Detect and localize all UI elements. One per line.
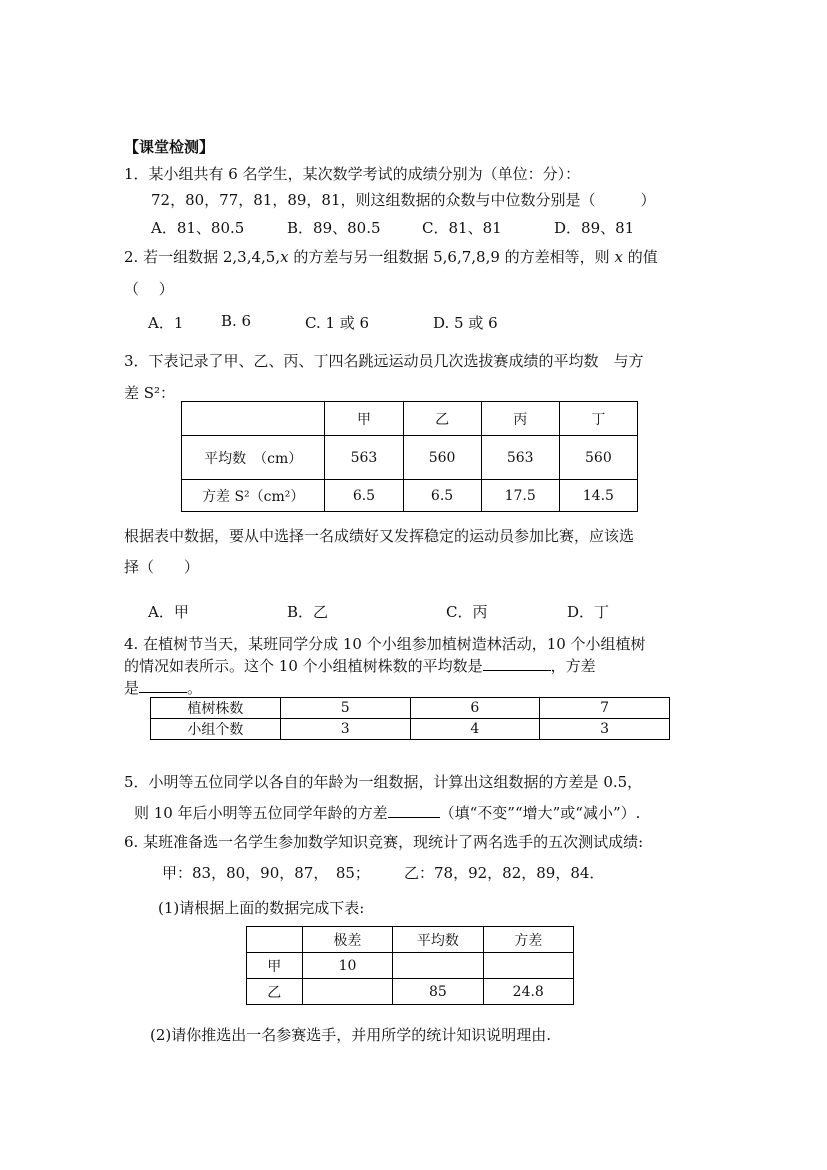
q3-th-ding: 丁 <box>559 402 637 436</box>
q4-line2b: ，方差 <box>550 657 596 675</box>
q5-line2 <box>134 802 640 823</box>
q3-stem-line1: 3．下表记录了甲、乙、丙、丁四名跳远运动员几次选拔赛成绩的平均数 与方 <box>124 352 644 370</box>
q6-th-range: 极差 <box>302 927 393 953</box>
q4-cell: 3 <box>540 719 670 740</box>
q3-th-bing: 丙 <box>481 402 559 436</box>
q5-line1: 5．小明等五位同学以各自的年龄为一组数据，计算出这组数据的方差是 0.5， <box>124 773 643 791</box>
q4-mean-blank <box>483 656 551 671</box>
q6-cell: 10 <box>302 953 393 979</box>
q5-line2a: 则 10 年后小明等五位同学年龄的方差 <box>134 804 388 822</box>
q6-cell <box>302 979 393 1005</box>
q6-part1: (1)请根据上面的数据完成下表: <box>158 899 365 917</box>
q3-row-label: 平均数 （cm） <box>182 436 325 480</box>
q3-follow-line2: 择（ ） <box>124 558 200 576</box>
q2-paren: （ ） <box>124 280 174 298</box>
q1-option-a: A．81、80.5 <box>151 219 245 237</box>
q3-cell: 6.5 <box>403 480 481 512</box>
q1-stem: 1．某小组共有 6 名学生，某次数学考试的成绩分别为（单位：分）： <box>124 165 581 183</box>
q3-th-empty <box>182 402 325 436</box>
table-row <box>182 436 638 480</box>
q1-option-b: B．89、80.5 <box>287 219 381 237</box>
q4-cell: 7 <box>540 698 670 719</box>
table-row <box>151 698 670 719</box>
q1-option-c: C．81、81 <box>422 219 502 237</box>
q6-jia-scores: 甲：83，80，90，87， 85； <box>162 864 370 882</box>
q4-cell: 4 <box>410 719 540 740</box>
table-row <box>182 480 638 512</box>
q3-option-b: B．乙 <box>287 603 329 621</box>
q6-part2: (2)请你推选出一名参赛选手，并用所学的统计知识说明理由. <box>150 1026 552 1044</box>
q5-line2b: （填“不变”“增大”或“减小”）. <box>439 804 641 822</box>
q4-row-label: 小组个数 <box>151 719 281 740</box>
q1-data-line: 72，80，77，81，89，81，则这组数据的众数与中位数分别是（ ） <box>151 191 656 209</box>
q6-table-header-row <box>247 927 574 953</box>
table-row <box>151 719 670 740</box>
q3-cell: 17.5 <box>481 480 559 512</box>
q6-row-label: 甲 <box>247 953 303 979</box>
q4-line3a: 是 <box>124 679 140 697</box>
q3-option-a: A．甲 <box>148 603 189 621</box>
q6-th-empty <box>247 927 303 953</box>
q6-th-variance: 方差 <box>483 927 573 953</box>
q2-stem <box>124 246 658 267</box>
q4-row-label: 植树株数 <box>151 698 281 719</box>
q2-option-c: C. 1 或 6 <box>305 314 370 332</box>
q4-line1: 4. 在植树节当天，某班同学分成 10 个小组参加植树造林活动，10 个小组植树 <box>124 635 646 653</box>
q6-stem: 6. 某班准备选一名学生参加数学知识竞赛，现统计了两名选手的五次测试成绩: <box>124 833 644 851</box>
q3-cell: 14.5 <box>559 480 637 512</box>
q3-th-jia: 甲 <box>325 402 403 436</box>
q3-option-d: D．丁 <box>567 603 610 621</box>
q1-option-d: D．89、81 <box>554 219 635 237</box>
q2-var-x-2: x <box>614 248 623 266</box>
q3-option-c: C．丙 <box>446 603 488 621</box>
q2-option-a: A．1 <box>148 314 184 332</box>
q4-cell: 6 <box>410 698 540 719</box>
q4-line3 <box>124 677 202 698</box>
q6-yi-scores: 乙：78，92，82，89，84． <box>404 864 605 882</box>
q4-line2a: 的情况如表所示。这个 10 个小组植树株数的平均数是 <box>124 657 483 675</box>
q3-th-yi: 乙 <box>403 402 481 436</box>
section-title: 【课堂检测】 <box>124 138 215 156</box>
q2-option-d: D. 5 或 6 <box>433 314 498 332</box>
q3-cell: 6.5 <box>325 480 403 512</box>
q2-stem-b: 的方差与另一组数据 5,6,7,8,9 的方差相等，则 <box>288 248 615 266</box>
q4-variance-blank <box>139 678 187 693</box>
q6-cell: 85 <box>393 979 483 1005</box>
q3-stem-line2: 差 S²： <box>124 384 176 402</box>
q3-table-header-row <box>182 402 638 436</box>
q3-cell: 560 <box>559 436 637 480</box>
q4-cell: 5 <box>280 698 410 719</box>
table-row <box>247 979 574 1005</box>
q6-table <box>246 926 574 1005</box>
q3-table <box>181 401 638 512</box>
q5-blank <box>388 803 440 818</box>
q4-line2 <box>124 655 596 676</box>
q2-option-b: B. 6 <box>221 312 252 330</box>
q6-cell <box>393 953 483 979</box>
q4-table <box>150 697 670 740</box>
q4-cell: 3 <box>280 719 410 740</box>
q2-stem-c: 的值 <box>622 248 658 266</box>
q6-cell: 24.8 <box>483 979 573 1005</box>
q3-follow-line1: 根据表中数据，要从中选择一名成绩好又发挥稳定的运动员参加比赛，应该选 <box>124 527 635 545</box>
q3-cell: 563 <box>325 436 403 480</box>
q3-cell: 560 <box>403 436 481 480</box>
q2-var-x: x <box>280 248 289 266</box>
q6-th-mean: 平均数 <box>393 927 483 953</box>
q4-line3b: 。 <box>187 679 203 697</box>
q6-cell <box>483 953 573 979</box>
q3-cell: 563 <box>481 436 559 480</box>
q3-row-label: 方差 S²（cm²） <box>182 480 325 512</box>
table-row <box>247 953 574 979</box>
q2-stem-a: 2. 若一组数据 2,3,4,5, <box>124 248 281 266</box>
q6-row-label: 乙 <box>247 979 303 1005</box>
